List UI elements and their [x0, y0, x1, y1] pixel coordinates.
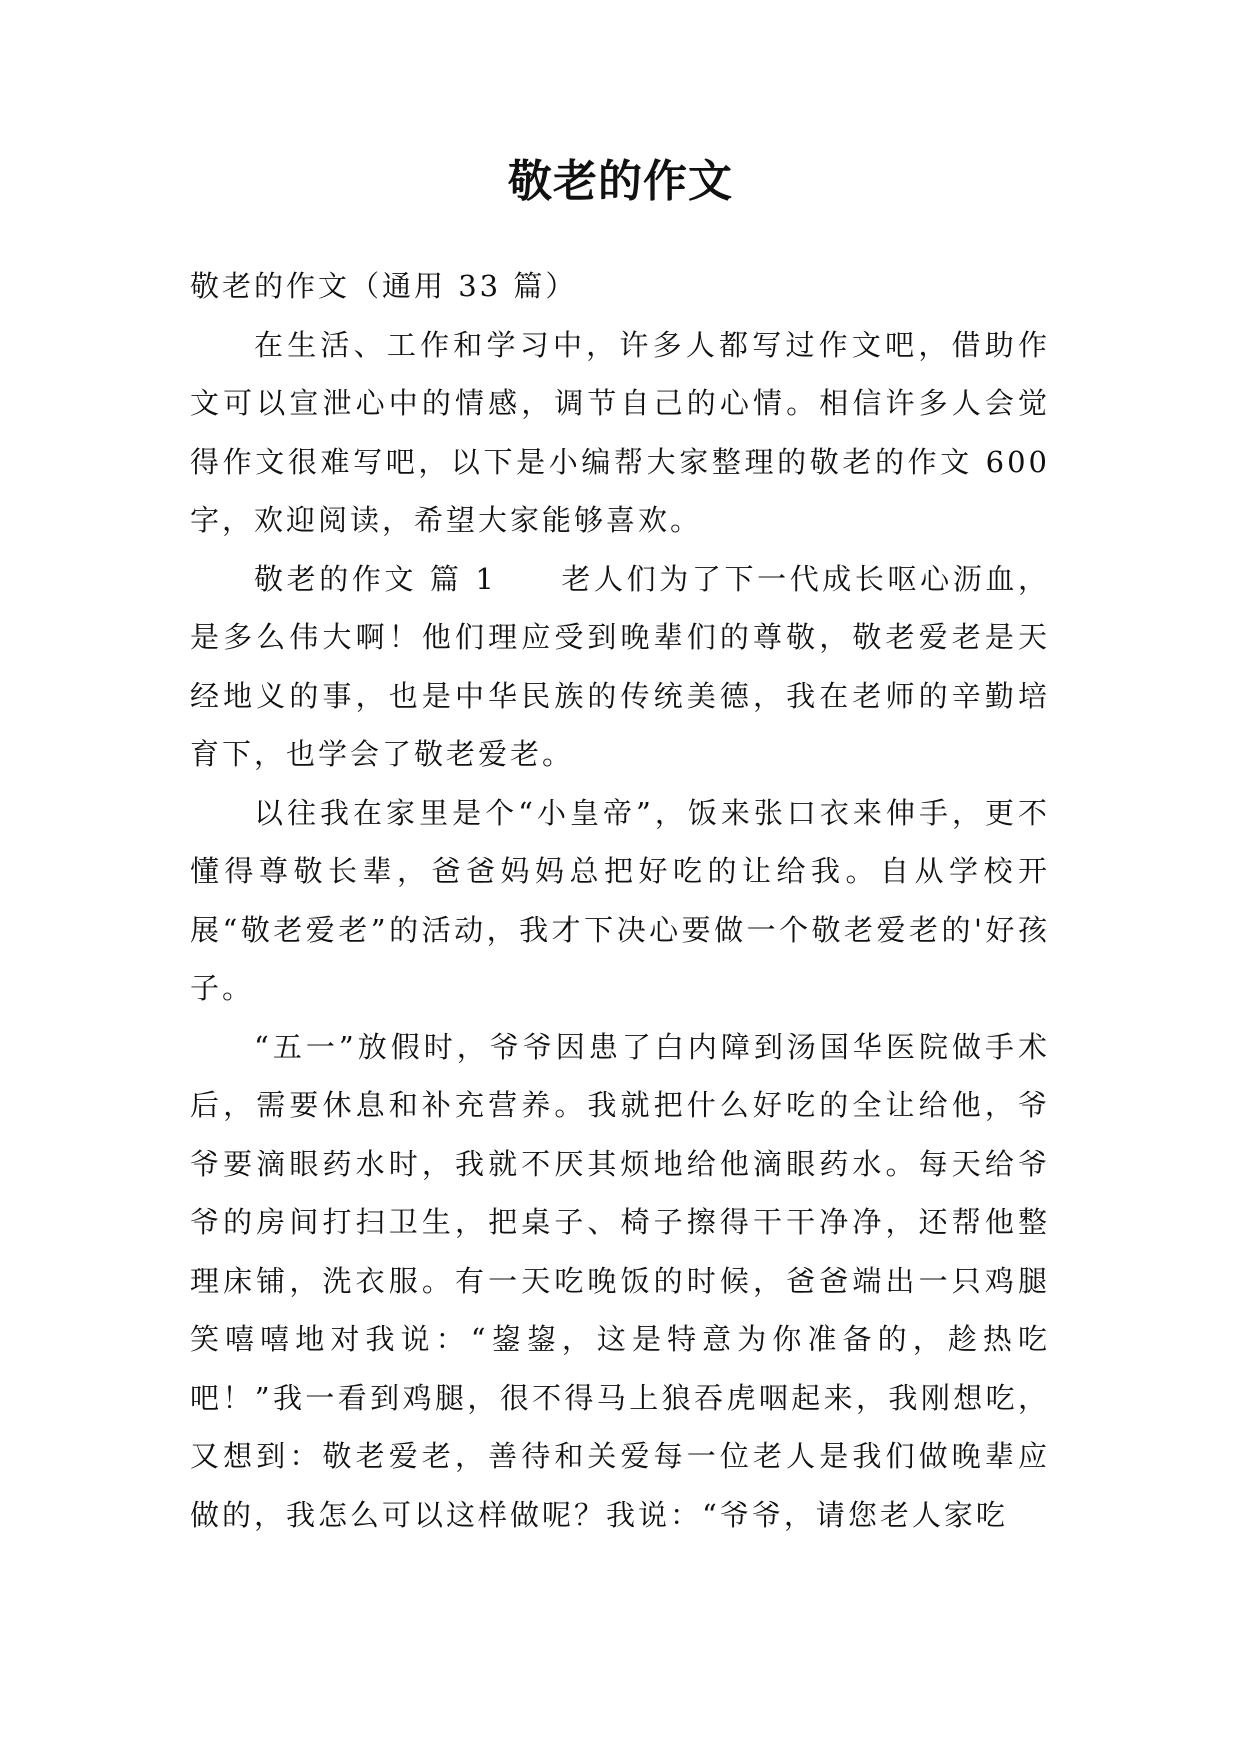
page-title: 敬老的作文	[508, 156, 733, 207]
section-first-paragraph: 老人们为了下一代成长呕心沥血，是多么伟大啊！他们理应受到晚辈们的尊敬，敬老爱老是天经地义的事，也是中华民族的传统美德，我在老师的辛勤培育下，也学会了敬老爱老。	[190, 561, 1050, 771]
intro-paragraph: 在生活、工作和学习中，许多人都写过作文吧，借助作文可以宣泄心中的情感，调节自己的心情。相信许多人会觉得作文很难写吧，以下是小编帮大家整理的敬老的作文 600 字，欢迎阅读，希望大家能够喜欢。	[190, 327, 1050, 537]
document-body	[190, 257, 1050, 1544]
document-subtitle: 敬老的作文（通用 33 篇）	[190, 269, 578, 303]
section-1-paragraph	[190, 550, 1050, 784]
section-heading: 敬老的作文 篇 1	[254, 561, 497, 596]
body-paragraph-2: 以往我在家里是个“小皇帝”，饭来张口衣来伸手，更不懂得尊敬长辈，爸爸妈妈总把好吃的让给我。自从学校开展“敬老爱老”的活动，我才下决心要做一个敬老爱老的'好孩子。	[190, 795, 1050, 1005]
body-paragraph-3: “五一”放假时，爷爷因患了白内障到汤国华医院做手术后，需要休息和补充营养。我就把什么好吃的全让给他，爷爷要滴眼药水时，我就不厌其烦地给他滴眼药水。每天给爷爷的房间打扫卫生，把桌子、椅子擦得干干净净，还帮他整理床铺，洗衣服。有一天吃晚饭的时候，爸爸端出一只鸡腿笑嘻嘻地对我说：“鋆鋆，这是特意为你准备的，趁热吃吧！”我一看到鸡腿，很不得马上狼吞虎咽起来，我刚想吃，又想到：敬老爱老，善待和关爱每一位老人是我们做晚辈应做的，我怎么可以这样做呢？我说：“爷爷，请您老人家吃	[190, 1029, 1050, 1532]
